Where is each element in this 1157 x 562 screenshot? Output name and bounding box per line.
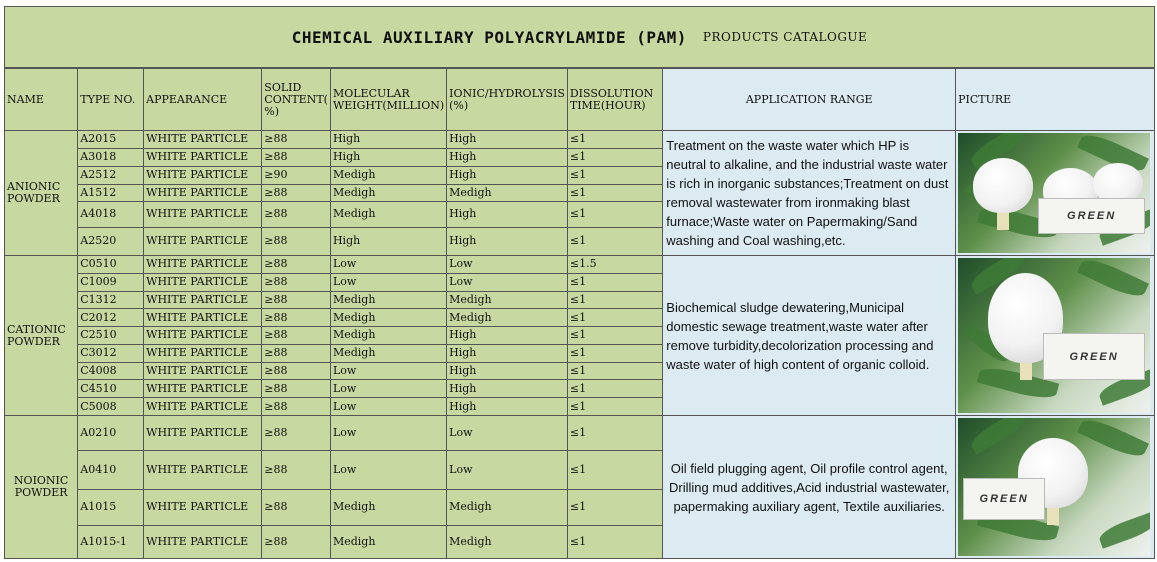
group-name: CATIONIC POWDER: [5, 256, 78, 416]
solid-content-cell: ≥88: [262, 148, 331, 166]
ionic-hydrolysis-cell: High: [447, 202, 568, 227]
appearance-cell: WHITE PARTICLE: [144, 327, 262, 345]
appearance-cell: WHITE PARTICLE: [144, 273, 262, 291]
dissolution-time-cell: ≤1: [567, 380, 662, 398]
group-name: ANIONIC POWDER: [5, 131, 78, 256]
product-photo: [958, 133, 1150, 253]
type-no-cell: A2520: [78, 227, 144, 255]
type-no-cell: A3018: [78, 148, 144, 166]
type-no-cell: C2012: [78, 309, 144, 327]
solid-content-cell: ≥88: [262, 327, 331, 345]
ionic-hydrolysis-cell: High: [447, 227, 568, 255]
type-no-cell: A1512: [78, 184, 144, 202]
ionic-hydrolysis-cell: Medigh: [447, 309, 568, 327]
molecular-weight-cell: Medigh: [330, 166, 446, 184]
picture-cell: [956, 256, 1155, 416]
type-no-cell: A0410: [78, 451, 144, 489]
solid-content-cell: ≥88: [262, 202, 331, 227]
header-type-no: TYPE NO.: [78, 69, 144, 131]
application-range-cell: Biochemical sludge dewatering,Municipal domestic sewage treatment,waste water after remove turbidity,decolorization processing and waste water of high content of organic colloid.: [663, 256, 956, 416]
molecular-weight-cell: Medigh: [330, 184, 446, 202]
molecular-weight-cell: Medigh: [330, 525, 446, 558]
header-solid-content: SOLID CONTENT( %): [262, 69, 331, 131]
solid-content-cell: ≥88: [262, 256, 331, 274]
appearance-cell: WHITE PARTICLE: [144, 227, 262, 255]
solid-content-cell: ≥88: [262, 451, 331, 489]
ionic-hydrolysis-cell: High: [447, 327, 568, 345]
powder-flask: [1093, 163, 1143, 203]
appearance-cell: WHITE PARTICLE: [144, 416, 262, 451]
type-no-cell: C4510: [78, 380, 144, 398]
group-name: NOIONIC POWDER: [5, 416, 78, 559]
molecular-weight-cell: Medigh: [330, 309, 446, 327]
table-row: [5, 256, 1155, 274]
solid-content-cell: ≥88: [262, 525, 331, 558]
type-no-cell: C4008: [78, 362, 144, 380]
solid-content-cell: ≥88: [262, 416, 331, 451]
solid-content-cell: ≥88: [262, 227, 331, 255]
type-no-cell: A2015: [78, 131, 144, 149]
ionic-hydrolysis-cell: Medigh: [447, 184, 568, 202]
ionic-hydrolysis-cell: Medigh: [447, 525, 568, 558]
dissolution-time-cell: ≤1: [567, 131, 662, 149]
dissolution-time-cell: ≤1: [567, 166, 662, 184]
ionic-hydrolysis-cell: High: [447, 398, 568, 416]
leaf-shape: [1077, 258, 1149, 302]
dissolution-time-cell: ≤1: [567, 202, 662, 227]
appearance-cell: WHITE PARTICLE: [144, 256, 262, 274]
dissolution-time-cell: ≤1: [567, 273, 662, 291]
type-no-cell: C3012: [78, 344, 144, 362]
dissolution-time-cell: ≤1: [567, 148, 662, 166]
molecular-weight-cell: Low: [330, 362, 446, 380]
brand-card: GREEN: [1043, 333, 1145, 380]
molecular-weight-cell: Low: [330, 273, 446, 291]
dissolution-time-cell: ≤1.5: [567, 256, 662, 274]
solid-content-cell: ≥88: [262, 184, 331, 202]
powder-flask: [973, 158, 1033, 213]
header-picture: PICTURE: [956, 69, 1155, 131]
molecular-weight-cell: High: [330, 227, 446, 255]
molecular-weight-cell: High: [330, 131, 446, 149]
title-bar: [4, 6, 1155, 68]
molecular-weight-cell: Low: [330, 416, 446, 451]
molecular-weight-cell: Low: [330, 451, 446, 489]
molecular-weight-cell: Medigh: [330, 489, 446, 525]
leaf-shape: [1097, 511, 1150, 548]
solid-content-cell: ≥88: [262, 291, 331, 309]
ionic-hydrolysis-cell: Low: [447, 451, 568, 489]
dissolution-time-cell: ≤1: [567, 184, 662, 202]
catalogue-sheet: [4, 6, 1155, 557]
product-photo: [958, 418, 1150, 556]
type-no-cell: C1009: [78, 273, 144, 291]
page-title: CHEMICAL AUXILIARY POLYACRYLAMIDE (PAM): [291, 27, 687, 47]
solid-content-cell: ≥88: [262, 380, 331, 398]
ionic-hydrolysis-cell: High: [447, 380, 568, 398]
solid-content-cell: ≥88: [262, 309, 331, 327]
type-no-cell: A1015-1: [78, 525, 144, 558]
molecular-weight-cell: Low: [330, 256, 446, 274]
brand-card: GREEN: [963, 478, 1045, 520]
appearance-cell: WHITE PARTICLE: [144, 398, 262, 416]
header-row: [5, 69, 1155, 131]
type-no-cell: A1015: [78, 489, 144, 525]
type-no-cell: A2512: [78, 166, 144, 184]
solid-content-cell: ≥90: [262, 166, 331, 184]
picture-cell: [956, 416, 1155, 559]
molecular-weight-cell: Medigh: [330, 202, 446, 227]
molecular-weight-cell: Medigh: [330, 327, 446, 345]
header-dissolution-time: DISSOLUTION TIME(HOUR): [567, 69, 662, 131]
type-no-cell: C1312: [78, 291, 144, 309]
dissolution-time-cell: ≤1: [567, 416, 662, 451]
leaf-shape: [968, 418, 1029, 455]
type-no-cell: C2510: [78, 327, 144, 345]
appearance-cell: WHITE PARTICLE: [144, 166, 262, 184]
type-no-cell: A0210: [78, 416, 144, 451]
leaf-shape: [1077, 418, 1149, 462]
appearance-cell: WHITE PARTICLE: [144, 380, 262, 398]
brand-card: GREEN: [1038, 198, 1145, 234]
dissolution-time-cell: ≤1: [567, 309, 662, 327]
molecular-weight-cell: Low: [330, 380, 446, 398]
header-molecular-weight: MOLECULAR WEIGHT(MILLION): [330, 69, 446, 131]
ionic-hydrolysis-cell: Low: [447, 416, 568, 451]
solid-content-cell: ≥88: [262, 398, 331, 416]
dissolution-time-cell: ≤1: [567, 344, 662, 362]
dissolution-time-cell: ≤1: [567, 327, 662, 345]
table-row: [5, 131, 1155, 149]
ionic-hydrolysis-cell: High: [447, 344, 568, 362]
molecular-weight-cell: Medigh: [330, 291, 446, 309]
ionic-hydrolysis-cell: High: [447, 362, 568, 380]
header-application-range: APPLICATION RANGE: [663, 69, 956, 131]
dissolution-time-cell: ≤1: [567, 291, 662, 309]
dissolution-time-cell: ≤1: [567, 451, 662, 489]
dissolution-time-cell: ≤1: [567, 489, 662, 525]
appearance-cell: WHITE PARTICLE: [144, 148, 262, 166]
ionic-hydrolysis-cell: Low: [447, 256, 568, 274]
molecular-weight-cell: Medigh: [330, 344, 446, 362]
type-no-cell: C5008: [78, 398, 144, 416]
appearance-cell: WHITE PARTICLE: [144, 131, 262, 149]
ionic-hydrolysis-cell: Low: [447, 273, 568, 291]
ionic-hydrolysis-cell: High: [447, 131, 568, 149]
page-subtitle: PRODUCTS CATALOGUE: [702, 30, 868, 44]
appearance-cell: WHITE PARTICLE: [144, 344, 262, 362]
application-range-cell: Treatment on the waste water which HP is neutral to alkaline, and the industrial waste water is rich in inorganic substances;Treatment on dust removal wastewater from ironmaking blast furnace;Waste water on Papermaking/Sand washing and Coal washing,etc.: [663, 131, 956, 256]
molecular-weight-cell: Low: [330, 398, 446, 416]
appearance-cell: WHITE PARTICLE: [144, 184, 262, 202]
solid-content-cell: ≥88: [262, 489, 331, 525]
header-ionic-hydrolysis: IONIC/HYDROLYSIS (%): [447, 69, 568, 131]
solid-content-cell: ≥88: [262, 273, 331, 291]
ionic-hydrolysis-cell: Medigh: [447, 291, 568, 309]
appearance-cell: WHITE PARTICLE: [144, 525, 262, 558]
application-range-cell: Oil field plugging agent, Oil profile control agent, Drilling mud additives,Acid industrial wastewater, papermaking auxiliary agent, Textile auxiliaries.: [663, 416, 956, 559]
appearance-cell: WHITE PARTICLE: [144, 451, 262, 489]
dissolution-time-cell: ≤1: [567, 362, 662, 380]
appearance-cell: WHITE PARTICLE: [144, 489, 262, 525]
picture-cell: [956, 131, 1155, 256]
ionic-hydrolysis-cell: High: [447, 148, 568, 166]
product-photo: [958, 258, 1150, 413]
table-row: [5, 416, 1155, 451]
dissolution-time-cell: ≤1: [567, 525, 662, 558]
ionic-hydrolysis-cell: High: [447, 166, 568, 184]
appearance-cell: WHITE PARTICLE: [144, 291, 262, 309]
header-appearance: APPEARANCE: [144, 69, 262, 131]
solid-content-cell: ≥88: [262, 344, 331, 362]
type-no-cell: C0510: [78, 256, 144, 274]
dissolution-time-cell: ≤1: [567, 398, 662, 416]
appearance-cell: WHITE PARTICLE: [144, 309, 262, 327]
solid-content-cell: ≥88: [262, 362, 331, 380]
catalogue-table: [4, 68, 1155, 559]
ionic-hydrolysis-cell: Medigh: [447, 489, 568, 525]
solid-content-cell: ≥88: [262, 131, 331, 149]
type-no-cell: A4018: [78, 202, 144, 227]
appearance-cell: WHITE PARTICLE: [144, 202, 262, 227]
dissolution-time-cell: ≤1: [567, 227, 662, 255]
molecular-weight-cell: High: [330, 148, 446, 166]
appearance-cell: WHITE PARTICLE: [144, 362, 262, 380]
header-name: NAME: [5, 69, 78, 131]
